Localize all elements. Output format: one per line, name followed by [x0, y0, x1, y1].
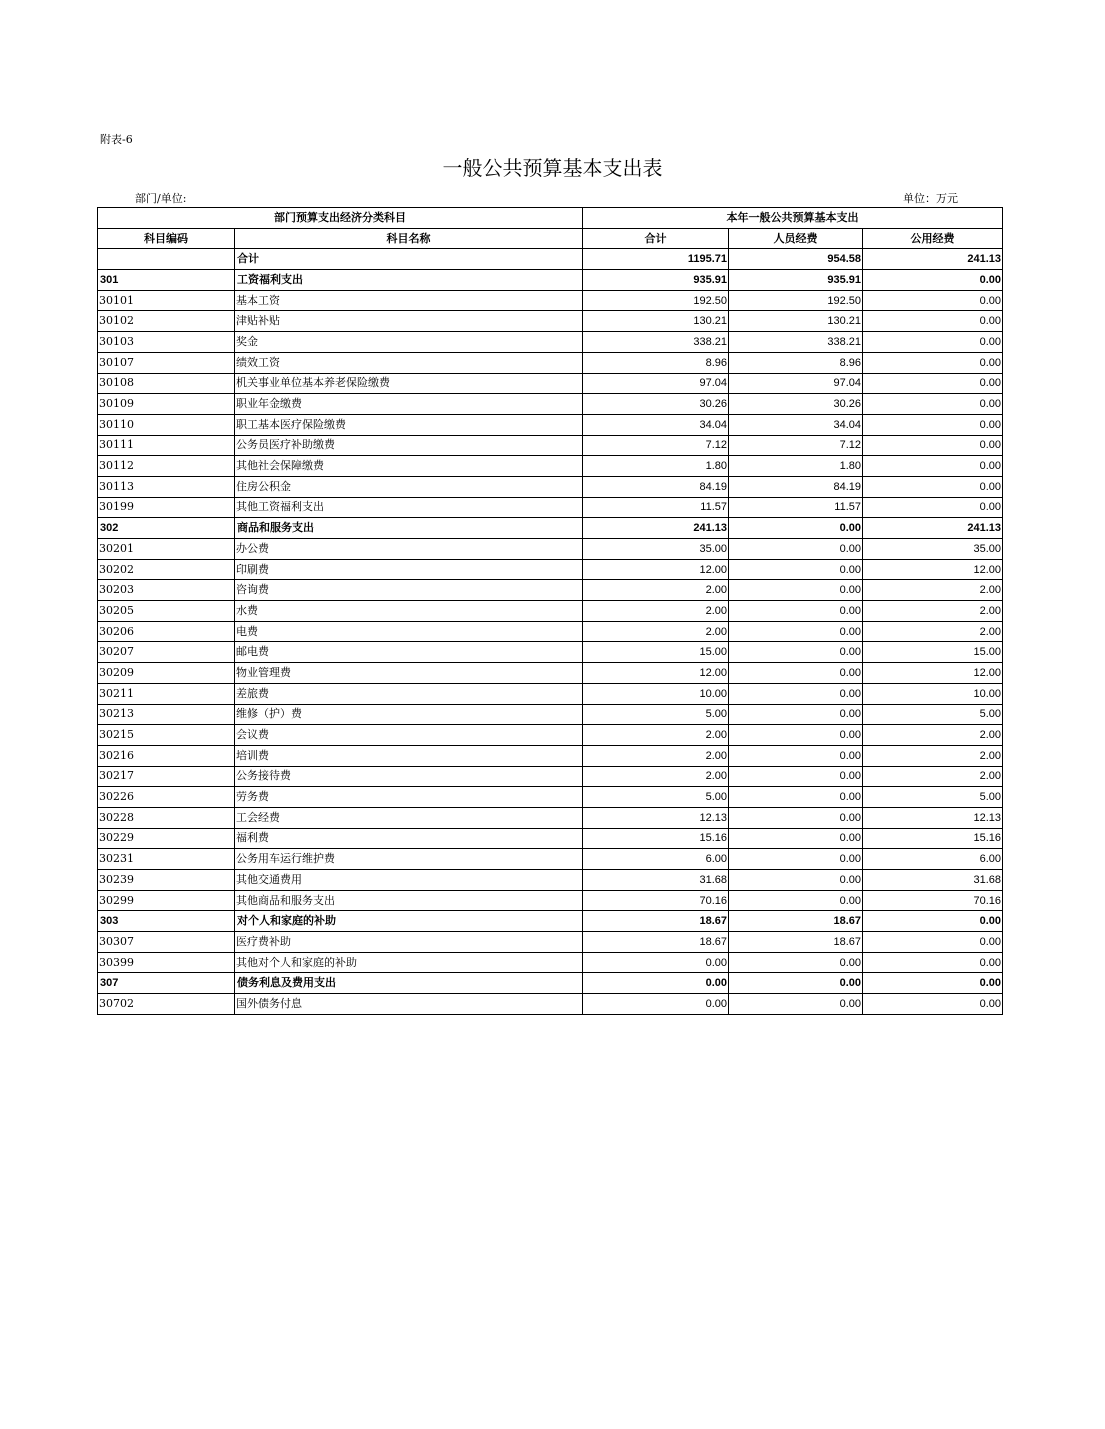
table-row [98, 807, 1003, 828]
cell-personnel: 7.12 [729, 435, 863, 456]
cell-code: 30231 [98, 849, 235, 870]
table-row [98, 456, 1003, 477]
table-row [98, 373, 1003, 394]
cell-public: 241.13 [863, 249, 1003, 270]
cell-name: 会议费 [235, 725, 583, 746]
header-public: 公用经费 [863, 228, 1003, 249]
cell-code: 30110 [98, 414, 235, 435]
header-total: 合计 [583, 228, 729, 249]
table-row [98, 539, 1003, 560]
cell-total: 12.13 [583, 807, 729, 828]
cell-code: 30213 [98, 704, 235, 725]
cell-code: 30113 [98, 476, 235, 497]
cell-personnel: 0.00 [729, 559, 863, 580]
cell-code: 30226 [98, 787, 235, 808]
cell-name: 职工基本医疗保险缴费 [235, 414, 583, 435]
table-row [98, 497, 1003, 518]
cell-code: 30205 [98, 601, 235, 622]
cell-name: 奖金 [235, 332, 583, 353]
cell-personnel: 1.80 [729, 456, 863, 477]
cell-public: 0.00 [863, 373, 1003, 394]
cell-personnel: 0.00 [729, 745, 863, 766]
cell-public: 2.00 [863, 580, 1003, 601]
cell-public: 0.00 [863, 311, 1003, 332]
page-title: 一般公共预算基本支出表 [442, 156, 663, 180]
cell-code: 30228 [98, 807, 235, 828]
cell-code: 30307 [98, 932, 235, 953]
cell-code: 30206 [98, 621, 235, 642]
cell-name: 其他商品和服务支出 [235, 890, 583, 911]
cell-total: 5.00 [583, 704, 729, 725]
cell-total: 1195.71 [583, 249, 729, 270]
cell-name: 劳务费 [235, 787, 583, 808]
cell-personnel: 0.00 [729, 807, 863, 828]
cell-public: 0.00 [863, 456, 1003, 477]
cell-total: 2.00 [583, 580, 729, 601]
cell-total: 12.00 [583, 663, 729, 684]
cell-code: 30103 [98, 332, 235, 353]
cell-name: 物业管理费 [235, 663, 583, 684]
cell-total: 7.12 [583, 435, 729, 456]
table-row [98, 621, 1003, 642]
table-body [98, 249, 1003, 1014]
cell-code: 30217 [98, 766, 235, 787]
cell-total: 11.57 [583, 497, 729, 518]
cell-code: 307 [98, 973, 235, 994]
cell-name: 咨询费 [235, 580, 583, 601]
cell-name: 职业年金缴费 [235, 394, 583, 415]
header-current-year-expenditure: 本年一般公共预算基本支出 [583, 208, 1003, 229]
cell-name: 工资福利支出 [235, 270, 583, 291]
cell-public: 0.00 [863, 973, 1003, 994]
cell-total: 130.21 [583, 311, 729, 332]
cell-total: 5.00 [583, 787, 729, 808]
cell-public: 2.00 [863, 745, 1003, 766]
cell-public: 70.16 [863, 890, 1003, 911]
cell-public: 12.00 [863, 663, 1003, 684]
cell-personnel: 0.00 [729, 828, 863, 849]
table-row [98, 580, 1003, 601]
table-row [98, 870, 1003, 891]
cell-code: 30109 [98, 394, 235, 415]
cell-personnel: 11.57 [729, 497, 863, 518]
table-row [98, 249, 1003, 270]
cell-personnel: 192.50 [729, 290, 863, 311]
cell-public: 5.00 [863, 787, 1003, 808]
table-row [98, 435, 1003, 456]
header-code: 科目编码 [98, 228, 235, 249]
cell-name: 福利费 [235, 828, 583, 849]
cell-personnel: 0.00 [729, 849, 863, 870]
unit-label: 单位：万元 [903, 192, 958, 205]
cell-name: 津贴补贴 [235, 311, 583, 332]
cell-public: 0.00 [863, 497, 1003, 518]
cell-name: 印刷费 [235, 559, 583, 580]
cell-public: 0.00 [863, 414, 1003, 435]
cell-public: 0.00 [863, 435, 1003, 456]
cell-total: 338.21 [583, 332, 729, 353]
cell-name: 其他社会保障缴费 [235, 456, 583, 477]
cell-name: 医疗费补助 [235, 932, 583, 953]
cell-name: 基本工资 [235, 290, 583, 311]
cell-personnel: 34.04 [729, 414, 863, 435]
cell-total: 0.00 [583, 952, 729, 973]
cell-name: 差旅费 [235, 683, 583, 704]
cell-total: 1.80 [583, 456, 729, 477]
cell-total: 70.16 [583, 890, 729, 911]
cell-public: 0.00 [863, 952, 1003, 973]
cell-public: 15.00 [863, 642, 1003, 663]
cell-name: 公务员医疗补助缴费 [235, 435, 583, 456]
table-row [98, 766, 1003, 787]
header-economic-classification: 部门预算支出经济分类科目 [98, 208, 583, 229]
cell-public: 2.00 [863, 725, 1003, 746]
cell-personnel: 0.00 [729, 870, 863, 891]
table-row [98, 683, 1003, 704]
cell-public: 12.13 [863, 807, 1003, 828]
cell-public: 2.00 [863, 621, 1003, 642]
cell-total: 18.67 [583, 911, 729, 932]
cell-total: 10.00 [583, 683, 729, 704]
header-group-row [98, 208, 1003, 229]
header-column-row [98, 228, 1003, 249]
cell-code: 30107 [98, 352, 235, 373]
department-label: 部门/单位: [135, 192, 187, 205]
cell-personnel: 30.26 [729, 394, 863, 415]
cell-name: 工会经费 [235, 807, 583, 828]
cell-public: 0.00 [863, 332, 1003, 353]
cell-total: 31.68 [583, 870, 729, 891]
cell-name: 债务利息及费用支出 [235, 973, 583, 994]
table-row [98, 518, 1003, 539]
cell-code: 30299 [98, 890, 235, 911]
cell-personnel: 0.00 [729, 725, 863, 746]
cell-code: 30399 [98, 952, 235, 973]
cell-total: 2.00 [583, 745, 729, 766]
cell-total: 35.00 [583, 539, 729, 560]
cell-total: 241.13 [583, 518, 729, 539]
cell-code: 301 [98, 270, 235, 291]
cell-personnel: 0.00 [729, 683, 863, 704]
cell-personnel: 935.91 [729, 270, 863, 291]
cell-public: 0.00 [863, 270, 1003, 291]
cell-total: 2.00 [583, 621, 729, 642]
cell-total: 935.91 [583, 270, 729, 291]
cell-name: 其他交通费用 [235, 870, 583, 891]
cell-public: 0.00 [863, 290, 1003, 311]
cell-personnel: 18.67 [729, 911, 863, 932]
cell-name: 邮电费 [235, 642, 583, 663]
cell-name: 商品和服务支出 [235, 518, 583, 539]
cell-public: 10.00 [863, 683, 1003, 704]
cell-name: 培训费 [235, 745, 583, 766]
table-row [98, 663, 1003, 684]
cell-public: 5.00 [863, 704, 1003, 725]
cell-code: 302 [98, 518, 235, 539]
cell-public: 2.00 [863, 766, 1003, 787]
cell-public: 0.00 [863, 911, 1003, 932]
cell-total: 0.00 [583, 973, 729, 994]
cell-name: 水费 [235, 601, 583, 622]
cell-personnel: 0.00 [729, 704, 863, 725]
cell-name: 国外债务付息 [235, 994, 583, 1015]
table-row [98, 932, 1003, 953]
table-row [98, 601, 1003, 622]
cell-personnel: 0.00 [729, 580, 863, 601]
table-row [98, 994, 1003, 1015]
cell-personnel: 0.00 [729, 766, 863, 787]
cell-total: 8.96 [583, 352, 729, 373]
cell-public: 0.00 [863, 932, 1003, 953]
cell-name: 电费 [235, 621, 583, 642]
cell-personnel: 0.00 [729, 787, 863, 808]
cell-public: 0.00 [863, 352, 1003, 373]
cell-name: 维修（护）费 [235, 704, 583, 725]
cell-code: 30702 [98, 994, 235, 1015]
table-row [98, 290, 1003, 311]
cell-public: 31.68 [863, 870, 1003, 891]
table-row [98, 394, 1003, 415]
cell-personnel: 97.04 [729, 373, 863, 394]
cell-total: 18.67 [583, 932, 729, 953]
cell-personnel: 338.21 [729, 332, 863, 353]
cell-code: 30211 [98, 683, 235, 704]
table-row [98, 890, 1003, 911]
cell-name: 住房公积金 [235, 476, 583, 497]
cell-public: 0.00 [863, 994, 1003, 1015]
cell-code: 30201 [98, 539, 235, 560]
cell-personnel: 0.00 [729, 621, 863, 642]
cell-code: 30209 [98, 663, 235, 684]
budget-table [97, 207, 1003, 1015]
cell-personnel: 0.00 [729, 642, 863, 663]
cell-personnel: 8.96 [729, 352, 863, 373]
cell-total: 97.04 [583, 373, 729, 394]
cell-public: 6.00 [863, 849, 1003, 870]
table-row [98, 973, 1003, 994]
cell-personnel: 84.19 [729, 476, 863, 497]
table-row [98, 745, 1003, 766]
table-row [98, 725, 1003, 746]
cell-public: 35.00 [863, 539, 1003, 560]
cell-code: 30229 [98, 828, 235, 849]
cell-personnel: 0.00 [729, 890, 863, 911]
table-row [98, 270, 1003, 291]
table-row [98, 414, 1003, 435]
cell-total: 6.00 [583, 849, 729, 870]
cell-personnel: 0.00 [729, 663, 863, 684]
cell-personnel: 130.21 [729, 311, 863, 332]
cell-code: 30199 [98, 497, 235, 518]
cell-name: 对个人和家庭的补助 [235, 911, 583, 932]
cell-code: 30112 [98, 456, 235, 477]
cell-name: 机关事业单位基本养老保险缴费 [235, 373, 583, 394]
cell-name: 合计 [235, 249, 583, 270]
cell-public: 15.16 [863, 828, 1003, 849]
cell-name: 公务用车运行维护费 [235, 849, 583, 870]
table-row [98, 476, 1003, 497]
cell-code: 30239 [98, 870, 235, 891]
table-row [98, 704, 1003, 725]
cell-public: 0.00 [863, 394, 1003, 415]
cell-code: 30202 [98, 559, 235, 580]
cell-total: 2.00 [583, 601, 729, 622]
cell-total: 2.00 [583, 725, 729, 746]
cell-name: 办公费 [235, 539, 583, 560]
cell-personnel: 0.00 [729, 994, 863, 1015]
cell-personnel: 0.00 [729, 952, 863, 973]
table-row [98, 559, 1003, 580]
cell-personnel: 954.58 [729, 249, 863, 270]
cell-personnel: 0.00 [729, 518, 863, 539]
cell-name: 绩效工资 [235, 352, 583, 373]
cell-total: 84.19 [583, 476, 729, 497]
cell-total: 34.04 [583, 414, 729, 435]
cell-public: 241.13 [863, 518, 1003, 539]
table-row [98, 642, 1003, 663]
cell-code [98, 249, 235, 270]
cell-personnel: 0.00 [729, 973, 863, 994]
cell-public: 2.00 [863, 601, 1003, 622]
cell-code: 30207 [98, 642, 235, 663]
cell-name: 其他对个人和家庭的补助 [235, 952, 583, 973]
cell-total: 192.50 [583, 290, 729, 311]
table-row [98, 332, 1003, 353]
cell-public: 12.00 [863, 559, 1003, 580]
cell-name: 其他工资福利支出 [235, 497, 583, 518]
cell-code: 303 [98, 911, 235, 932]
cell-total: 15.00 [583, 642, 729, 663]
cell-total: 30.26 [583, 394, 729, 415]
cell-public: 0.00 [863, 476, 1003, 497]
table-row [98, 787, 1003, 808]
table-row [98, 311, 1003, 332]
cell-code: 30215 [98, 725, 235, 746]
table-row [98, 352, 1003, 373]
table-row [98, 849, 1003, 870]
cell-name: 公务接待费 [235, 766, 583, 787]
cell-total: 15.16 [583, 828, 729, 849]
header-personnel: 人员经费 [729, 228, 863, 249]
table-row [98, 828, 1003, 849]
attachment-label: 附表-6 [100, 133, 133, 146]
cell-personnel: 0.00 [729, 539, 863, 560]
cell-code: 30216 [98, 745, 235, 766]
cell-total: 0.00 [583, 994, 729, 1015]
cell-personnel: 0.00 [729, 601, 863, 622]
table-row [98, 911, 1003, 932]
cell-code: 30111 [98, 435, 235, 456]
cell-code: 30108 [98, 373, 235, 394]
cell-code: 30101 [98, 290, 235, 311]
cell-code: 30102 [98, 311, 235, 332]
cell-total: 2.00 [583, 766, 729, 787]
table-row [98, 952, 1003, 973]
cell-code: 30203 [98, 580, 235, 601]
cell-personnel: 18.67 [729, 932, 863, 953]
header-name: 科目名称 [235, 228, 583, 249]
cell-total: 12.00 [583, 559, 729, 580]
